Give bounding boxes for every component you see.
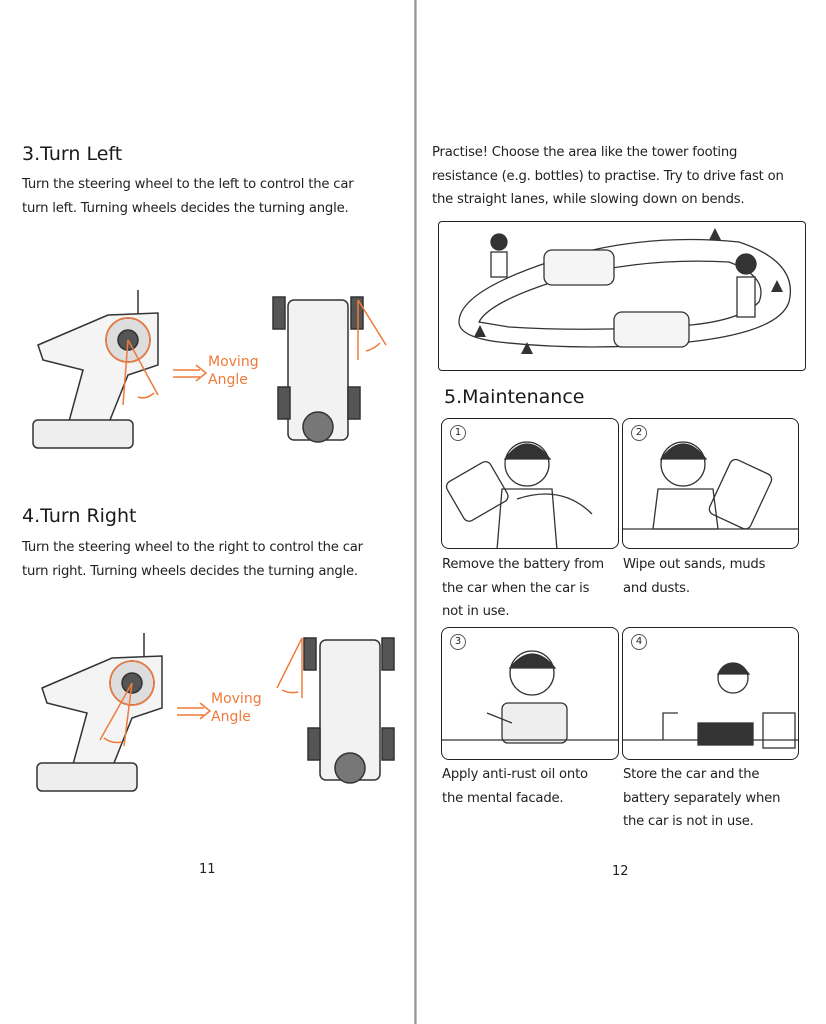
line: turn left. Turning wheels decides the turning angle. (22, 200, 349, 216)
line: turn right. Turning wheels decides the turning angle. (22, 563, 358, 579)
step-3-caption (442, 763, 588, 810)
label-line: Moving (211, 691, 262, 707)
line: the mental facade. (442, 790, 564, 806)
step-number: 2 (631, 425, 647, 441)
page-number-right: 12 (612, 864, 629, 879)
step-number: 4 (631, 634, 647, 650)
turn-left-heading: 3.Turn Left (22, 143, 123, 165)
line: Apply anti-rust oil onto (442, 767, 588, 782)
label-line: Angle (211, 709, 251, 725)
practice-track-illustration (438, 221, 806, 371)
line: Store the car and the (623, 767, 760, 782)
maintenance-step-1-image (441, 418, 619, 549)
step-2-caption (623, 553, 765, 600)
page-fold (414, 0, 417, 1024)
step-number: 3 (450, 634, 466, 650)
maintenance-step-4-image (622, 627, 799, 760)
moving-angle-label-right (211, 690, 262, 726)
line: not in use. (442, 604, 510, 619)
line: Practise! Choose the area like the tower footing (432, 145, 738, 160)
page-number-left: 11 (199, 862, 216, 877)
line: Remove the battery from (442, 557, 604, 572)
label-line: Moving (208, 354, 259, 370)
maintenance-heading: 5.Maintenance (444, 386, 585, 408)
line: battery separately when (623, 790, 781, 806)
line: the car when the car is (442, 580, 590, 596)
label-line: Angle (208, 372, 248, 388)
step-1-caption (442, 553, 604, 624)
step-4-caption (623, 763, 780, 834)
line: Turn the steering wheel to the left to control the car (22, 177, 354, 192)
turn-right-text (22, 536, 363, 583)
practise-text (432, 141, 784, 212)
line: the car is not in use. (623, 814, 754, 829)
line: Wipe out sands, muds (623, 557, 766, 572)
line: and dusts. (623, 580, 690, 596)
maintenance-step-3-image (441, 627, 619, 760)
moving-angle-label-left (208, 353, 259, 389)
turn-right-heading: 4.Turn Right (22, 505, 137, 527)
line: resistance (e.g. bottles) to practise. Try to drive fast on (432, 168, 784, 184)
step-number: 1 (450, 425, 466, 441)
maintenance-step-2-image (622, 418, 799, 549)
line: the straight lanes, while slowing down on bends. (432, 192, 745, 207)
line: Turn the steering wheel to the right to control the car (22, 540, 363, 555)
turn-left-text (22, 173, 353, 220)
